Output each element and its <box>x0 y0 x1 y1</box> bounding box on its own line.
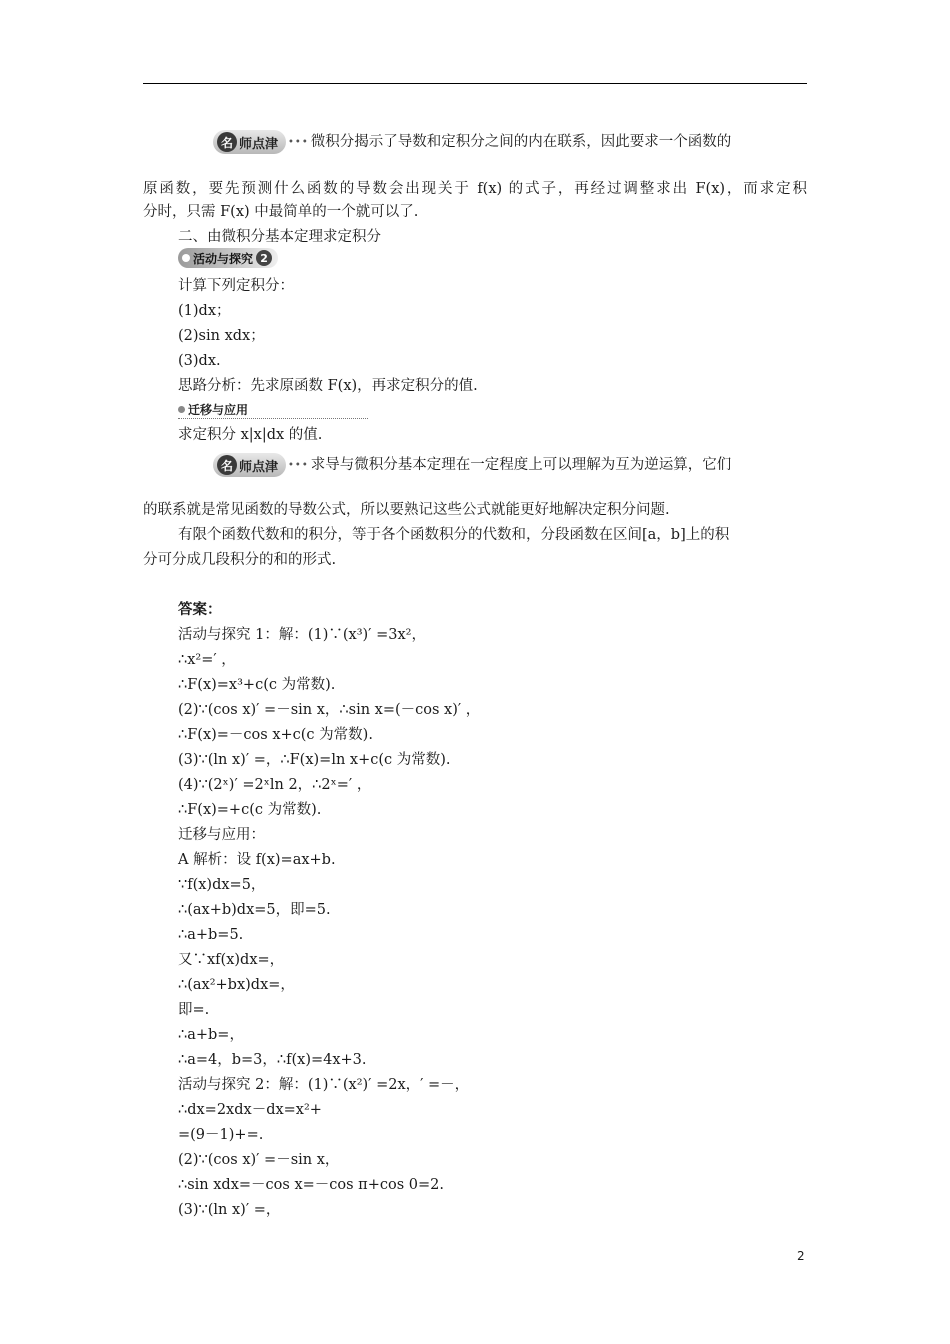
answer-line: ∴x²=′ ， <box>178 652 236 668</box>
apply-banner: 迁移与应用 <box>178 400 368 419</box>
answer-line: (4)∵(2ˣ)′ =2ˣln 2，∴2ˣ=′ ， <box>178 777 372 793</box>
answer-line: ∴F(x)=+c(c 为常数). <box>178 802 322 818</box>
answer-line: ∵f(x)dx=5， <box>178 877 266 893</box>
answer-line: ∴a+b=， <box>178 1027 244 1043</box>
answer-line: (3)∵(ln x)′ =， <box>178 1202 281 1218</box>
activity-banner: 活动与探究 2 <box>178 248 278 268</box>
paragraph-line: 计算下列定积分： <box>178 278 294 294</box>
teacher-tip-2 <box>213 453 731 477</box>
answer-line: ∴F(x)=－cos x+c(c 为常数). <box>178 727 373 743</box>
teacher-tip-badge: 名 师点津 <box>213 453 286 477</box>
dots-icon: ••• <box>288 459 309 471</box>
paragraph-line: 分时，只需 F(x) 中最简单的一个就可以了. <box>143 204 419 220</box>
answer-line: 活动与探究 2：解：(1)∵(x²)′ =2x，′ =－， <box>178 1077 470 1093</box>
answer-line: A 解析：设 f(x)=ax+b. <box>178 852 336 868</box>
activity-number: 2 <box>256 250 272 266</box>
answer-line: =(9－1)+=. <box>178 1127 264 1143</box>
teacher-tip-badge: 名 师点津 <box>213 130 286 154</box>
paragraph-line: 有限个函数代数和的积分，等于各个函数积分的代数和，分段函数在区间[a，b]上的积 <box>178 527 730 543</box>
teacher-tip-1 <box>213 130 731 154</box>
tip-text: 微积分揭示了导数和定积分之间的内在联系，因此要求一个函数的 <box>310 134 732 150</box>
answer-line: (2)∵(cos x)′ =－sin x，∴sin x=(－cos x)′ ， <box>178 702 481 718</box>
paragraph-line: 求定积分 x|x|dx 的值. <box>178 427 323 443</box>
badge-char-icon: 名 <box>217 455 237 475</box>
answer-line: ∴(ax²+bx)dx=， <box>178 977 295 993</box>
answer-line: ∴F(x)=x³+c(c 为常数). <box>178 677 336 693</box>
answer-line: ∴a=4，b=3，∴f(x)=4x+3. <box>178 1052 367 1068</box>
tip-text: 求导与微积分基本定理在一定程度上可以理解为互为逆运算，它们 <box>310 457 732 473</box>
answer-line: ∴(ax+b)dx=5，即=5. <box>178 902 331 918</box>
answer-line: (3)∵(ln x)′ =，∴F(x)=ln x+c(c 为常数). <box>178 752 451 768</box>
problem-item: (3)dx. <box>178 353 221 369</box>
answer-line: 活动与探究 1：解：(1)∵(x³)′ =3x²， <box>178 627 426 643</box>
bullet-icon <box>178 406 185 413</box>
page-number: 2 <box>797 1249 805 1263</box>
paragraph-line: 原函数，要先预测什么函数的导数会出现关于 f(x) 的式子，再经过调整求出 F(x)，而求定积 <box>143 181 807 197</box>
answer-line: (2)∵(cos x)′ =－sin x， <box>178 1152 340 1168</box>
bullet-icon <box>182 254 190 262</box>
paragraph-line: 分可分成几段积分的和的形式. <box>143 552 337 568</box>
answer-line: 迁移与应用： <box>178 827 265 843</box>
paragraph-line: 思路分析：先求原函数 F(x)，再求定积分的值. <box>178 378 478 394</box>
answer-line: 即=. <box>178 1002 210 1018</box>
section-heading: 二、由微积分基本定理求定积分 <box>178 229 381 245</box>
problem-item: (2)sin xdx； <box>178 328 265 344</box>
paragraph-line: 的联系就是常见函数的导数公式，所以要熟记这些公式就能更好地解决定积分问题. <box>143 502 670 518</box>
answer-line: ∴dx=2xdx－dx=x²+ <box>178 1102 322 1118</box>
header-rule <box>143 83 807 84</box>
answer-line: ∴a+b=5. <box>178 927 244 943</box>
problem-item: (1)dx； <box>178 303 231 319</box>
badge-char-icon: 名 <box>217 132 237 152</box>
dots-icon: ••• <box>288 136 309 148</box>
answers-heading: 答案： <box>178 601 222 618</box>
answer-line: ∴sin xdx=－cos x=－cos π+cos 0=2. <box>178 1177 444 1193</box>
answer-line: 又∵xf(x)dx=， <box>178 952 285 968</box>
